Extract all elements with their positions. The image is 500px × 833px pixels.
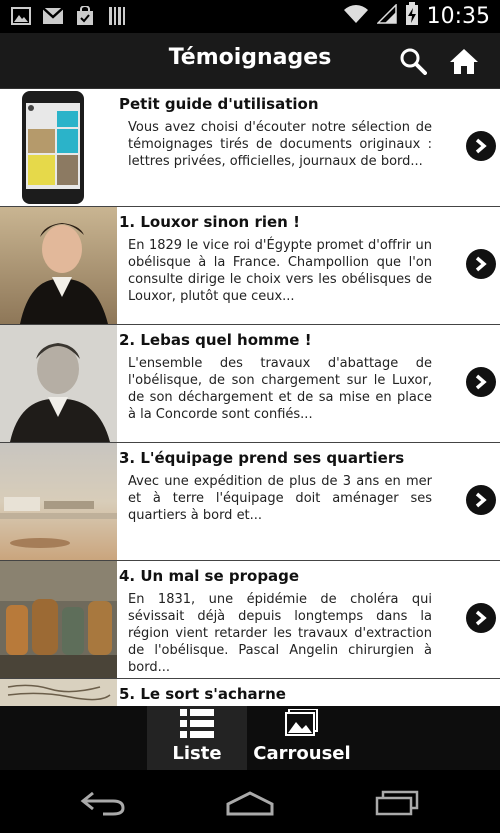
tab-liste[interactable] xyxy=(147,706,247,770)
battery-charging-icon xyxy=(405,2,419,30)
chevron-right-icon xyxy=(474,374,488,390)
signal-icon xyxy=(377,4,397,28)
search-icon xyxy=(399,47,427,75)
chevron-right-icon xyxy=(474,256,488,272)
thumbnail-landscape-painting xyxy=(0,443,117,560)
list-item[interactable] xyxy=(0,207,500,325)
chevron-right-icon xyxy=(474,492,488,508)
list-item[interactable] xyxy=(0,679,500,706)
thumbnail-apothecary-jars xyxy=(0,561,117,678)
shopping-bag-icon xyxy=(74,5,96,27)
open-item-button[interactable] xyxy=(466,367,496,397)
back-button[interactable] xyxy=(78,788,128,818)
list-item-description: En 1829 le vice roi d'Égypte promet d'offrir un obélisque à la France. Champollion que l'on consulte dirige le choix vers les obélisques de Louxor, plutôt que ceux... xyxy=(128,238,432,304)
list-item-title: 2. Lebas quel homme ! xyxy=(119,331,312,349)
list-item-description: En 1831, une épidémie de choléra qui sévissait déjà depuis longtemps dans la région vient retarder les travaux d'extraction de l'obélisque. Pascal Angelin chirurgien à bord... xyxy=(128,592,432,675)
chevron-right-icon xyxy=(474,138,488,154)
gmail-icon xyxy=(42,5,64,27)
image-icon xyxy=(285,709,319,739)
list-item-title: 1. Louxor sinon rien ! xyxy=(119,213,300,231)
list-item[interactable] xyxy=(0,89,500,207)
list-item[interactable] xyxy=(0,325,500,443)
thumbnail-portrait-champollion xyxy=(0,207,117,324)
system-nav-bar xyxy=(0,770,500,833)
thumbnail-portrait-lebas xyxy=(0,325,117,442)
list-icon xyxy=(180,709,214,739)
thumbnail-phone-guide xyxy=(0,89,117,206)
bottom-tab-bar xyxy=(0,706,500,770)
list-item-title: 4. Un mal se propage xyxy=(119,567,300,585)
action-bar xyxy=(0,33,500,89)
tab-label: Carrousel xyxy=(253,743,351,764)
home-nav-icon xyxy=(225,790,275,816)
list-item-description: Avec une expédition de plus de 3 ans en mer et à terre l'équipage doit aménager ses quartiers à bord et... xyxy=(128,474,432,523)
page-title: Témoignages xyxy=(168,45,332,70)
list-item[interactable] xyxy=(0,561,500,679)
recent-apps-button[interactable] xyxy=(372,788,422,818)
home-button[interactable] xyxy=(446,43,482,79)
open-item-button[interactable] xyxy=(466,603,496,633)
thumbnail-manuscript xyxy=(0,679,117,706)
chevron-right-icon xyxy=(474,610,488,626)
list-item-title: 3. L'équipage prend ses quartiers xyxy=(119,449,405,467)
back-icon xyxy=(79,790,127,816)
testimony-list[interactable] xyxy=(0,89,500,706)
list-item[interactable] xyxy=(0,443,500,561)
status-time: 10:35 xyxy=(426,3,490,29)
open-item-button[interactable] xyxy=(466,249,496,279)
list-item-title: Petit guide d'utilisation xyxy=(119,95,319,113)
home-icon xyxy=(449,47,479,75)
wifi-icon xyxy=(343,4,369,28)
list-item-description: Vous avez choisi d'écouter notre sélection de témoignages tirés de documents originaux : lettres privées, officielles, journaux de bord... xyxy=(128,120,432,169)
recent-apps-icon xyxy=(373,790,421,816)
open-item-button[interactable] xyxy=(466,485,496,515)
image-icon xyxy=(10,5,32,27)
tab-carrousel[interactable] xyxy=(252,706,352,770)
home-nav-button[interactable] xyxy=(225,788,275,818)
list-item-description: L'ensemble des travaux d'abattage de l'obélisque, de son chargement sur le Luxor, de son déchargement et de sa mise en place à la Concorde sont confiés... xyxy=(128,356,432,422)
barcode-icon xyxy=(106,5,128,27)
status-bar xyxy=(0,0,500,33)
list-item-title: 5. Le sort s'acharne xyxy=(119,685,286,703)
tab-label: Liste xyxy=(172,743,222,764)
search-button[interactable] xyxy=(395,43,431,79)
open-item-button[interactable] xyxy=(466,131,496,161)
